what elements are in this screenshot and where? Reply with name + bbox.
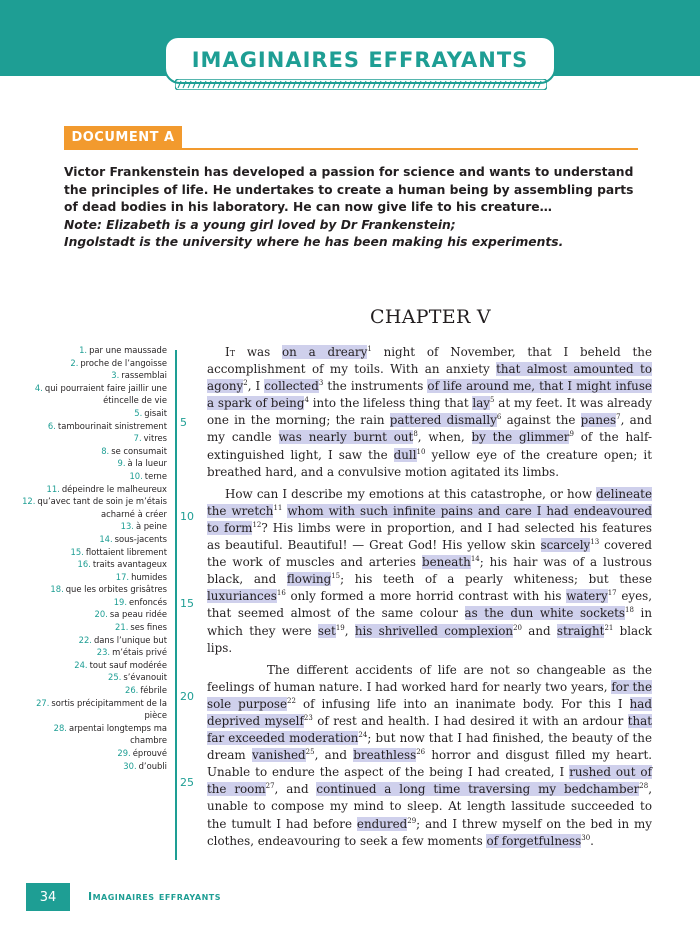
highlighted-phrase: was nearly burnt out [278,430,414,445]
glossary-text: humides [131,571,167,582]
glossary-text: que les orbites grisâtres [65,584,167,595]
glossary-number: 29. [117,748,131,758]
glossary-number: 13. [120,521,134,532]
highlighted-phrase: had deprived myself [207,696,652,728]
footer-title: Imaginaires effrayants [88,890,221,903]
footnote-ref: 22 [287,696,296,705]
glossary-number: 16. [77,559,91,570]
glossary [22,344,167,772]
footnote-ref: 15 [331,572,341,581]
glossary-item [22,596,167,609]
glossary-item [22,747,167,760]
glossary-number: 1. [79,345,88,355]
highlighted-phrase: dull [393,447,417,462]
highlighted-phrase: of life around me, that I might infuse a spark of being [207,379,652,411]
text-run: ; but now that I had finished, the beauty of the dream [207,731,652,763]
footnote-ref: 13 [590,538,600,547]
glossary-number: 30. [123,760,137,771]
glossary-number: 14. [99,533,113,544]
glossary-text: d’oubli [138,760,167,771]
glossary-number: 18. [50,584,64,595]
text-run: , I [247,379,265,394]
text-run: ? His limbs were in proportion, and I had selected his features as beautiful. Beautiful! — Great God! His yellow skin [207,520,652,553]
footnote-ref: 30 [581,833,591,842]
text-run: , and my candle [207,413,653,445]
text-run: into the lifeless thing that [308,396,473,411]
glossary-number: 21. [115,622,129,633]
glossary-item [22,646,167,659]
glossary-text: tout sauf modérée [89,659,167,670]
glossary-text: dans l’unique but [93,634,167,645]
text-run: covered the work of muscles and arteries [207,538,653,570]
title-banner [164,36,556,84]
glossary-number: 20. [94,609,108,620]
glossary-text: enfoncés [129,596,167,607]
glossary-text: éprouvé [132,748,167,758]
text-run: eyes, that seemed almost of the same colour [207,589,653,621]
glossary-text: dépeindre le malheureux [61,483,167,494]
glossary-item [22,571,167,584]
glossary-number: 7. [133,433,142,444]
glossary-text: s’évanouit [123,672,167,683]
text-run: ; his teeth of a pearly whiteness; but these [340,572,652,587]
glossary-item [22,533,167,546]
glossary-item [22,659,167,672]
footnote-ref: 19 [335,623,345,632]
decorative-hatch [175,79,547,90]
text-run: against the [501,413,581,428]
footnote-ref: 29 [407,816,417,825]
note-line-1: Note: Elizabeth is a young girl loved by Dr Frankenstein; [64,217,456,232]
line-number: 15 [180,597,194,610]
highlighted-phrase: beneath [421,555,471,570]
glossary-text: ses fines [130,622,167,633]
glossary-number: 28. [53,722,67,733]
highlighted-phrase: straight [556,623,605,638]
intro-block [64,164,650,252]
text-run: only formed a more horrid contrast with his [285,589,567,604]
glossary-text: à la lueur [127,458,167,469]
line-number: 10 [180,510,194,523]
glossary-text: à peine [135,521,167,532]
glossary-text: terne [144,470,167,481]
highlighted-phrase: his shrivelled complexion [354,623,514,638]
highlighted-phrase: whom with such infinite pains and care I had endeavoured to form [207,503,653,535]
text-run: of rest and health. I had desired it with an ardour [312,713,628,728]
glossary-item [22,445,167,458]
footnote-ref: 24 [358,731,368,740]
highlighted-phrase: vanished [251,748,306,763]
text-run: The different accidents of life are not so changeable as the feelings of human nature. I had worked hard for nearly two years, [207,662,652,694]
intro-text: Victor Frankenstein has developed a passion for science and wants to understand the principles of life. He undertakes to create a human being by assembling parts of dead bodies in his laboratory. He can now give life to his creature… [64,165,634,214]
highlighted-phrase: by the glimmer [471,430,570,445]
text-run: at my feet. It was already one in the morning; the rain [207,396,652,428]
highlighted-phrase: flowing [286,572,332,587]
glossary-item [22,483,167,496]
footnote-ref: 17 [607,589,617,598]
glossary-number: 24. [74,659,88,670]
glossary-number: 23. [96,647,111,658]
text-run: horror and disgust filled my heart. Unable to endure the aspect of the being I had created, I [207,748,653,780]
drop-word: It [225,345,236,359]
text-run: How can I describe my emotions at this catastrophe, or how [225,486,597,501]
footnote-ref: 2 [243,379,248,388]
footnote-ref: 18 [625,606,634,615]
footnote-ref: 21 [604,623,614,632]
line-number: 25 [180,776,194,789]
text-run: ; and I threw myself on the bed in my clothes, endeavouring to seek a few moments [207,816,652,848]
glossary-item [22,369,167,382]
glossary-number: 2. [70,357,79,368]
glossary-item [22,558,167,571]
main-text [207,344,652,850]
glossary-number: 25. [108,672,122,683]
glossary-number: 19. [113,596,128,607]
glossary-item [22,697,167,722]
footnote-ref: 14 [470,555,480,564]
glossary-item [22,621,167,634]
glossary-text: flottaient librement [85,546,167,557]
glossary-number: 3. [111,370,120,381]
glossary-number: 11. [46,483,60,494]
footnote-ref: 28 [639,782,649,791]
glossary-text: se consumait [111,445,167,456]
highlighted-phrase: rushed out of the room [207,765,652,797]
glossary-text: rassemblai [121,370,167,381]
highlighted-phrase: watery [566,589,608,604]
glossary-number: 6. [47,420,56,431]
highlighted-phrase: breathless [353,748,417,763]
glossary-text: sa peau ridée [109,609,167,620]
highlighted-phrase: continued a long time traversing my bedchamber [316,782,640,797]
glossary-text: qu’avec tant de soin je m’étais acharné à créer [37,496,167,519]
footnote-ref: 25 [305,748,315,757]
line-number: 5 [180,416,187,429]
highlighted-phrase: lay [472,396,491,411]
footnote-ref: 1 [367,345,372,354]
glossary-number: 27. [36,697,50,708]
footnote-ref: 10 [416,447,426,456]
footnote-ref: 16 [276,589,286,598]
highlighted-phrase: collected [264,379,319,394]
note-line-2: Ingolstadt is the university where he has been making his experiments. [64,235,564,249]
glossary-item [22,583,167,596]
footnote-ref: 27 [265,782,275,791]
glossary-number: 5. [134,407,143,418]
footnote-ref: 8 [413,430,418,439]
highlighted-phrase: that far exceeded moderation [207,713,652,746]
page-title: IMAGINAIRES EFFRAYANTS [191,48,529,72]
glossary-text: gisait [144,407,167,418]
text-run: black lips. [207,623,653,655]
glossary-number: 8. [101,445,110,456]
highlighted-phrase: endured [356,816,408,831]
glossary-number: 10. [129,470,143,481]
glossary-text: sortis précipitamment de la pièce [51,697,167,721]
glossary-text: sous-jacents [114,533,167,544]
glossary-text: fébrile [140,685,167,696]
text-run: , when, [417,430,472,445]
text-run: was [235,345,282,359]
text-run: night of November, that I beheld the accomplishment of my toils. With an anxiety [207,345,652,377]
glossary-item [22,432,167,445]
chapter-heading: CHAPTER V [370,306,491,328]
text-run: and [522,623,557,638]
glossary-text: arpentai longtemps ma chambre [68,722,167,746]
glossary-text: vitres [143,433,167,444]
highlighted-phrase: for the sole purpose [207,679,652,711]
highlighted-phrase: luxuriances [207,589,277,604]
glossary-text: proche de l’angoisse [80,357,167,368]
glossary-number: 17. [115,571,130,582]
margin-rule [175,350,177,860]
highlighted-phrase: panes [580,413,617,428]
glossary-item [22,546,167,559]
glossary-item [22,722,167,747]
glossary-text: qui pourraient faire jaillir une étincelle de vie [44,382,167,406]
glossary-number: 9. [117,458,126,469]
footnote-ref: 11 [273,503,283,512]
glossary-number: 26. [125,685,139,696]
glossary-text: par une maussade [89,345,167,355]
footnote-ref: 23 [303,714,313,722]
glossary-text: m’étais privé [112,647,167,658]
footnote-ref: 20 [513,623,522,632]
footnote-ref: 6 [496,413,502,422]
footnote-ref: 12 [252,520,262,529]
glossary-item [22,760,167,773]
glossary-item [22,344,167,357]
text-run: . [590,833,594,848]
highlighted-phrase: of forgetfulness [486,833,582,848]
glossary-text: tambourinait sinistrement [57,420,167,431]
highlighted-phrase: on a dreary [282,345,368,359]
glossary-item [22,420,167,433]
glossary-item [22,608,167,621]
document-divider [64,148,638,150]
highlighted-phrase: scarcely [540,538,591,553]
glossary-number: 12. [22,496,36,507]
footnote-ref: 26 [416,748,426,757]
text-run: yellow eye of the creature open; it breathed hard, and a convulsive motion agitated its limbs. [207,447,652,479]
glossary-item [22,684,167,697]
footnote-ref: 9 [569,430,574,439]
highlighted-phrase: that almost amounted to agony [207,362,652,394]
glossary-number: 22. [78,634,92,645]
page-number: 34 [26,883,70,911]
highlighted-phrase: pattered dismally [389,413,497,428]
text-run: , and [274,782,317,797]
glossary-item [22,470,167,483]
highlighted-phrase: set [317,623,336,638]
line-number: 20 [180,690,194,703]
glossary-item [22,495,167,520]
text-run: , [344,623,355,638]
footnote-ref: 4 [304,396,309,405]
text-run: the instruments [323,379,428,394]
text-run: , and [314,748,354,763]
highlighted-phrase: delineate the wretch [207,486,652,518]
glossary-item [22,520,167,533]
text-run: ; his hair was of a lustrous black, and [207,555,652,587]
text-run: of the half-extinguished light, I saw the [207,430,652,462]
text-run: in which they were [207,606,652,638]
highlighted-phrase: as the dun white sockets [464,606,625,621]
glossary-number: 4. [34,382,43,393]
document-label: DOCUMENT A [64,126,182,149]
glossary-item [22,457,167,470]
text-run: of infusing life into an inanimate body. For this I [295,696,630,711]
glossary-item [22,407,167,420]
footnote-ref: 3 [318,379,324,388]
glossary-item [22,671,167,684]
text-run: , unable to compose my mind to sleep. At length lassitude succeeded to the tumult I had before [207,782,652,831]
paragraph-1 [207,344,652,481]
footnote-ref: 5 [490,396,495,405]
footnote-ref: 7 [616,413,621,422]
paragraph-2 [207,486,652,657]
paragraph-3 [207,662,652,850]
glossary-item [22,357,167,370]
glossary-item [22,634,167,647]
glossary-item [22,382,167,407]
glossary-number: 15. [70,546,84,557]
glossary-text: traits avantageux [92,559,167,570]
